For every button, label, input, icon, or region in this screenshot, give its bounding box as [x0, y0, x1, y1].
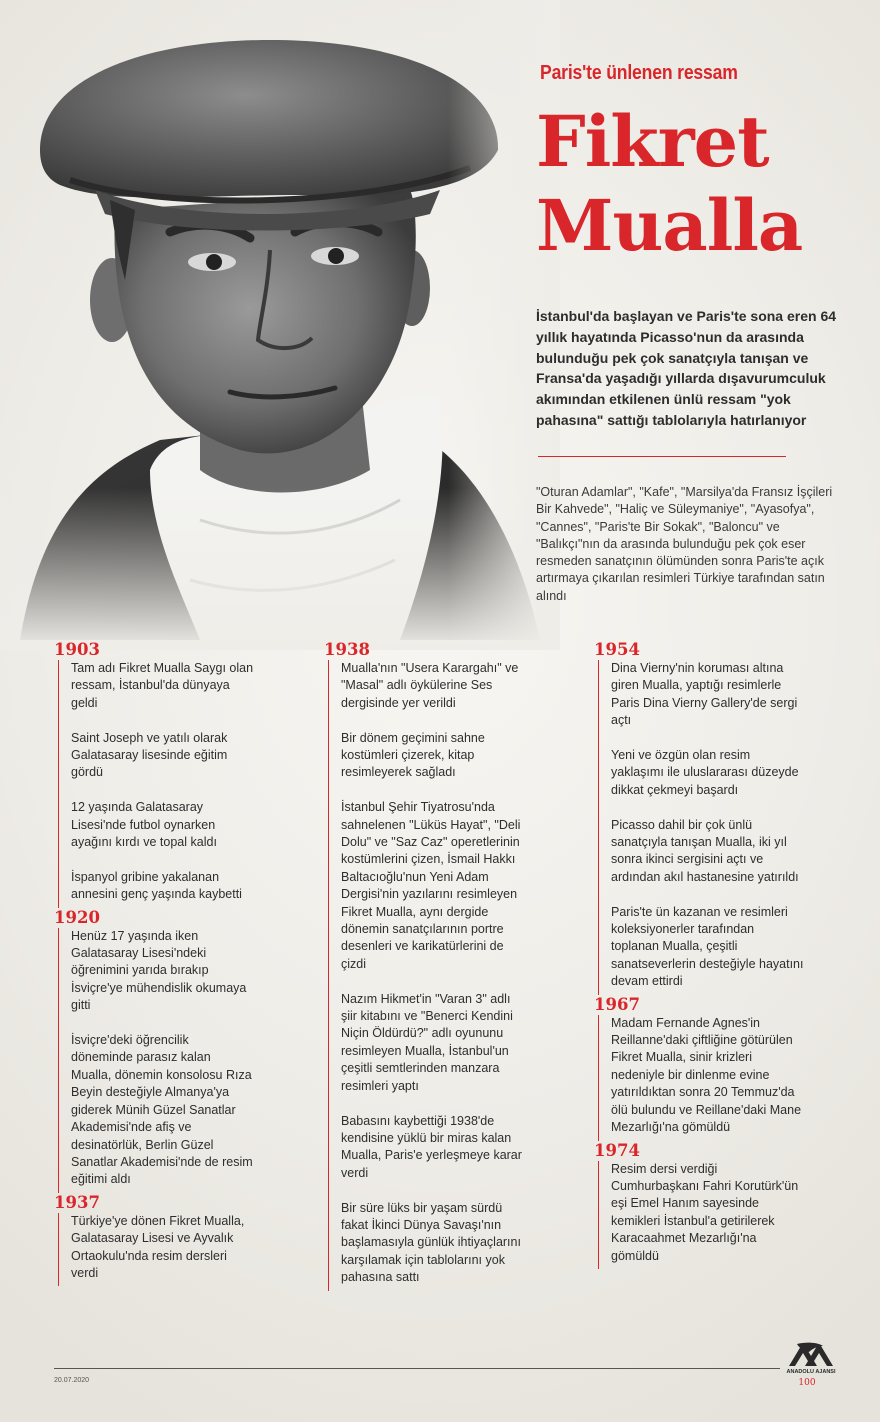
page-title — [536, 100, 802, 268]
year-label: 1954 — [594, 640, 640, 659]
timeline-entry: Tam adı Fikret Mualla Saygı olan ressam, İstanbul'da dünyaya geldi — [71, 661, 254, 710]
timeline-block-1974 — [594, 1141, 804, 1269]
timeline-column-3 — [594, 640, 804, 1269]
year-label: 1903 — [54, 640, 100, 659]
divider — [538, 456, 786, 457]
timeline-block-1954 — [594, 640, 804, 995]
timeline-entries — [58, 660, 254, 908]
timeline-entry: Madam Fernande Agnes'in Reillanne'daki çiftliğine götürülen Fikret Mualla, sinir krizleri nedeniyle bir dinlenme evine yatırıldıktan sonra 20 Temmuz'da ölü bulundu ve Reillane'daki Mane Mezarlığı'na gömüldü — [611, 1015, 802, 1135]
portrait-photo — [0, 0, 560, 650]
timeline-entries — [598, 1161, 804, 1269]
timeline-column-2 — [324, 640, 524, 1291]
anadolu-agency-logo — [783, 1342, 853, 1392]
timeline-entry: Saint Joseph ve yatılı olarak Galatasaray lisesinde eğitim gördü — [71, 730, 228, 780]
timeline-entry: İspanyol gribine yakalanan annesini genç yaşında kaybetti — [71, 869, 242, 902]
logo-agency-name: ANADOLU AJANSI — [786, 1369, 836, 1375]
year-label: 1937 — [54, 1192, 100, 1212]
timeline-entry: Babasını kaybettiği 1938'de kendisine yüklü bir miras kalan Mualla, Paris'e yerleşmeye karar verdi — [341, 1113, 522, 1180]
timeline-entry: 12 yaşında Galatasaray Lisesi'nde futbol oynarken ayağını kırdı ve topal kaldı — [71, 800, 217, 850]
publish-date: 20.07.2020 — [54, 1377, 90, 1384]
timeline-entry: Bir süre lüks bir yaşam sürdü fakat İkinci Dünya Savaşı'nın başlamasıyla günlük ihtiyaçlarını karşılamak için tablolarını yok pahasına sattı — [341, 1200, 521, 1285]
year-label: 1967 — [594, 994, 640, 1014]
subtitle: Paris'te ünlenen ressam — [540, 62, 738, 84]
title-line-1: Fikret — [536, 100, 769, 183]
timeline-block-1938 — [324, 640, 524, 1291]
title-line-2: Mualla — [536, 184, 803, 267]
timeline-entry: Bir dönem geçimini sahne kostümleri çizerek, kitap resimleyerek sağladı — [341, 730, 485, 780]
timeline-entry: Henüz 17 yaşında iken Galatasaray Lisesi'ndeki öğrenimini yarıda bırakıp İsviçre'ye mühendislik okumaya gitti — [71, 928, 247, 1013]
timeline-entry: İsviçre'deki öğrencilik döneminde parasız kalan Mualla, dönemin konsolosu Rıza Beyin desteğiyle Almanya'ya giderek Münih Güzel Sanatlar Akademisi'nde afiş ve desinatörlük, Berlin Güzel Sanatlar Akademisi'nde de resim eğitimi aldı — [71, 1033, 253, 1187]
timeline-entries — [328, 660, 524, 1291]
intro-paragraph: İstanbul'da başlayan ve Paris'te sona eren 64 yıllık hayatında Picasso'nun da arasında bulunduğu pek çok sanatçıyla tanışan ve Fransa'da yaşadığı yıllarda dışavurumculuk akımından etkilenen ünlü ressam "yok pahasına" sattığı tablolarıyla hatırlanıyor — [536, 308, 837, 428]
year-label: 1920 — [54, 907, 100, 927]
works-paragraph: "Oturan Adamlar", "Kafe", "Marsilya'da Fransız İşçileri Bir Kahvede", "Haliç ve Süleymaniye", "Ayasofya", "Cannes", "Paris'te Bir Sokak", "Baloncu" ve "Balıkçı"nın da arasında bulunduğu pek çok eser resmeden sanatçının ölümünden sonra Paris'te açık artırmaya çıkarılan resimleri Türkiye tarafından satın alındı — [536, 485, 833, 603]
timeline-entries — [58, 1213, 254, 1287]
logo-badge: 100 — [798, 1378, 816, 1388]
aa-logo-icon — [789, 1343, 833, 1366]
timeline-block-1903 — [54, 640, 254, 908]
timeline-block-1937 — [54, 1193, 254, 1287]
timeline-entry: Türkiye'ye dönen Fikret Mualla, Galatasaray Lisesi ve Ayvalık Ortaokulu'nda resim dersleri verdi — [71, 1213, 245, 1280]
timeline-entry: Dina Vierny'nin koruması altına giren Mualla, yaptığı resimlerle Paris Dina Vierny Gallery'de sergi açtı — [611, 661, 798, 728]
timeline-block-1967 — [594, 995, 804, 1141]
timeline-entries — [598, 1015, 804, 1141]
timeline-column-1 — [54, 640, 254, 1286]
timeline-entry: İstanbul Şehir Tiyatrosu'nda sahnelenen "Lüküs Hayat", "Deli Dolu" ve "Saz Caz" operetlerinin kostümlerini çizen, İsmail Hakkı Baltacıoğlu'nun Yeni Adam Dergisi'nin yazılarını resimleyen Fikret Mualla, aynı dergide dönemin sanatçılarının portre desenleri ve karikatürlerini de çizdi — [341, 800, 521, 971]
timeline-entry: Yeni ve özgün olan resim yaklaşımı ile uluslararası düzeyde dikkat çekmeyi başardı — [611, 748, 799, 797]
timeline-block-1920 — [54, 908, 254, 1193]
year-label: 1938 — [324, 640, 370, 659]
year-label: 1974 — [594, 1140, 640, 1160]
timeline-entry: Paris'te ün kazanan ve resimleri koleksiyonerler tarafından toplanan Mualla, çeşitli sanatseverlerin desteğiyle hayatını devam ettirdi — [611, 904, 804, 989]
footer-divider — [54, 1368, 780, 1369]
timeline-entries — [598, 660, 804, 995]
timeline-entry: Resim dersi verdiği Cumhurbaşkanı Fahri Korutürk'ün eşi Emel Hanım sayesinde kemikleri İstanbul'a getirilerek Karacaahmet Mezarlığı'na gömüldü — [611, 1161, 799, 1263]
timeline-entry: Nazım Hikmet'in "Varan 3" adlı şiir kitabını ve "Benerci Kendini Niçin Öldürdü?" adlı oyununu resimleyen Mualla, İstanbul'un çeşitli semtlerinden manzara resimleri yaptı — [341, 991, 513, 1093]
timeline-entries — [58, 928, 254, 1193]
timeline-entry: Mualla'nın "Usera Karargahı" ve "Masal" adlı öykülerine Ses dergisinde yer verildi — [341, 661, 519, 710]
timeline-entry: Picasso dahil bir çok ünlü sanatçıyla tanışan Mualla, iki yıl sonra ikinci sergisini açtı ve ardından akıl hastanesine yatırıldı — [611, 817, 799, 884]
